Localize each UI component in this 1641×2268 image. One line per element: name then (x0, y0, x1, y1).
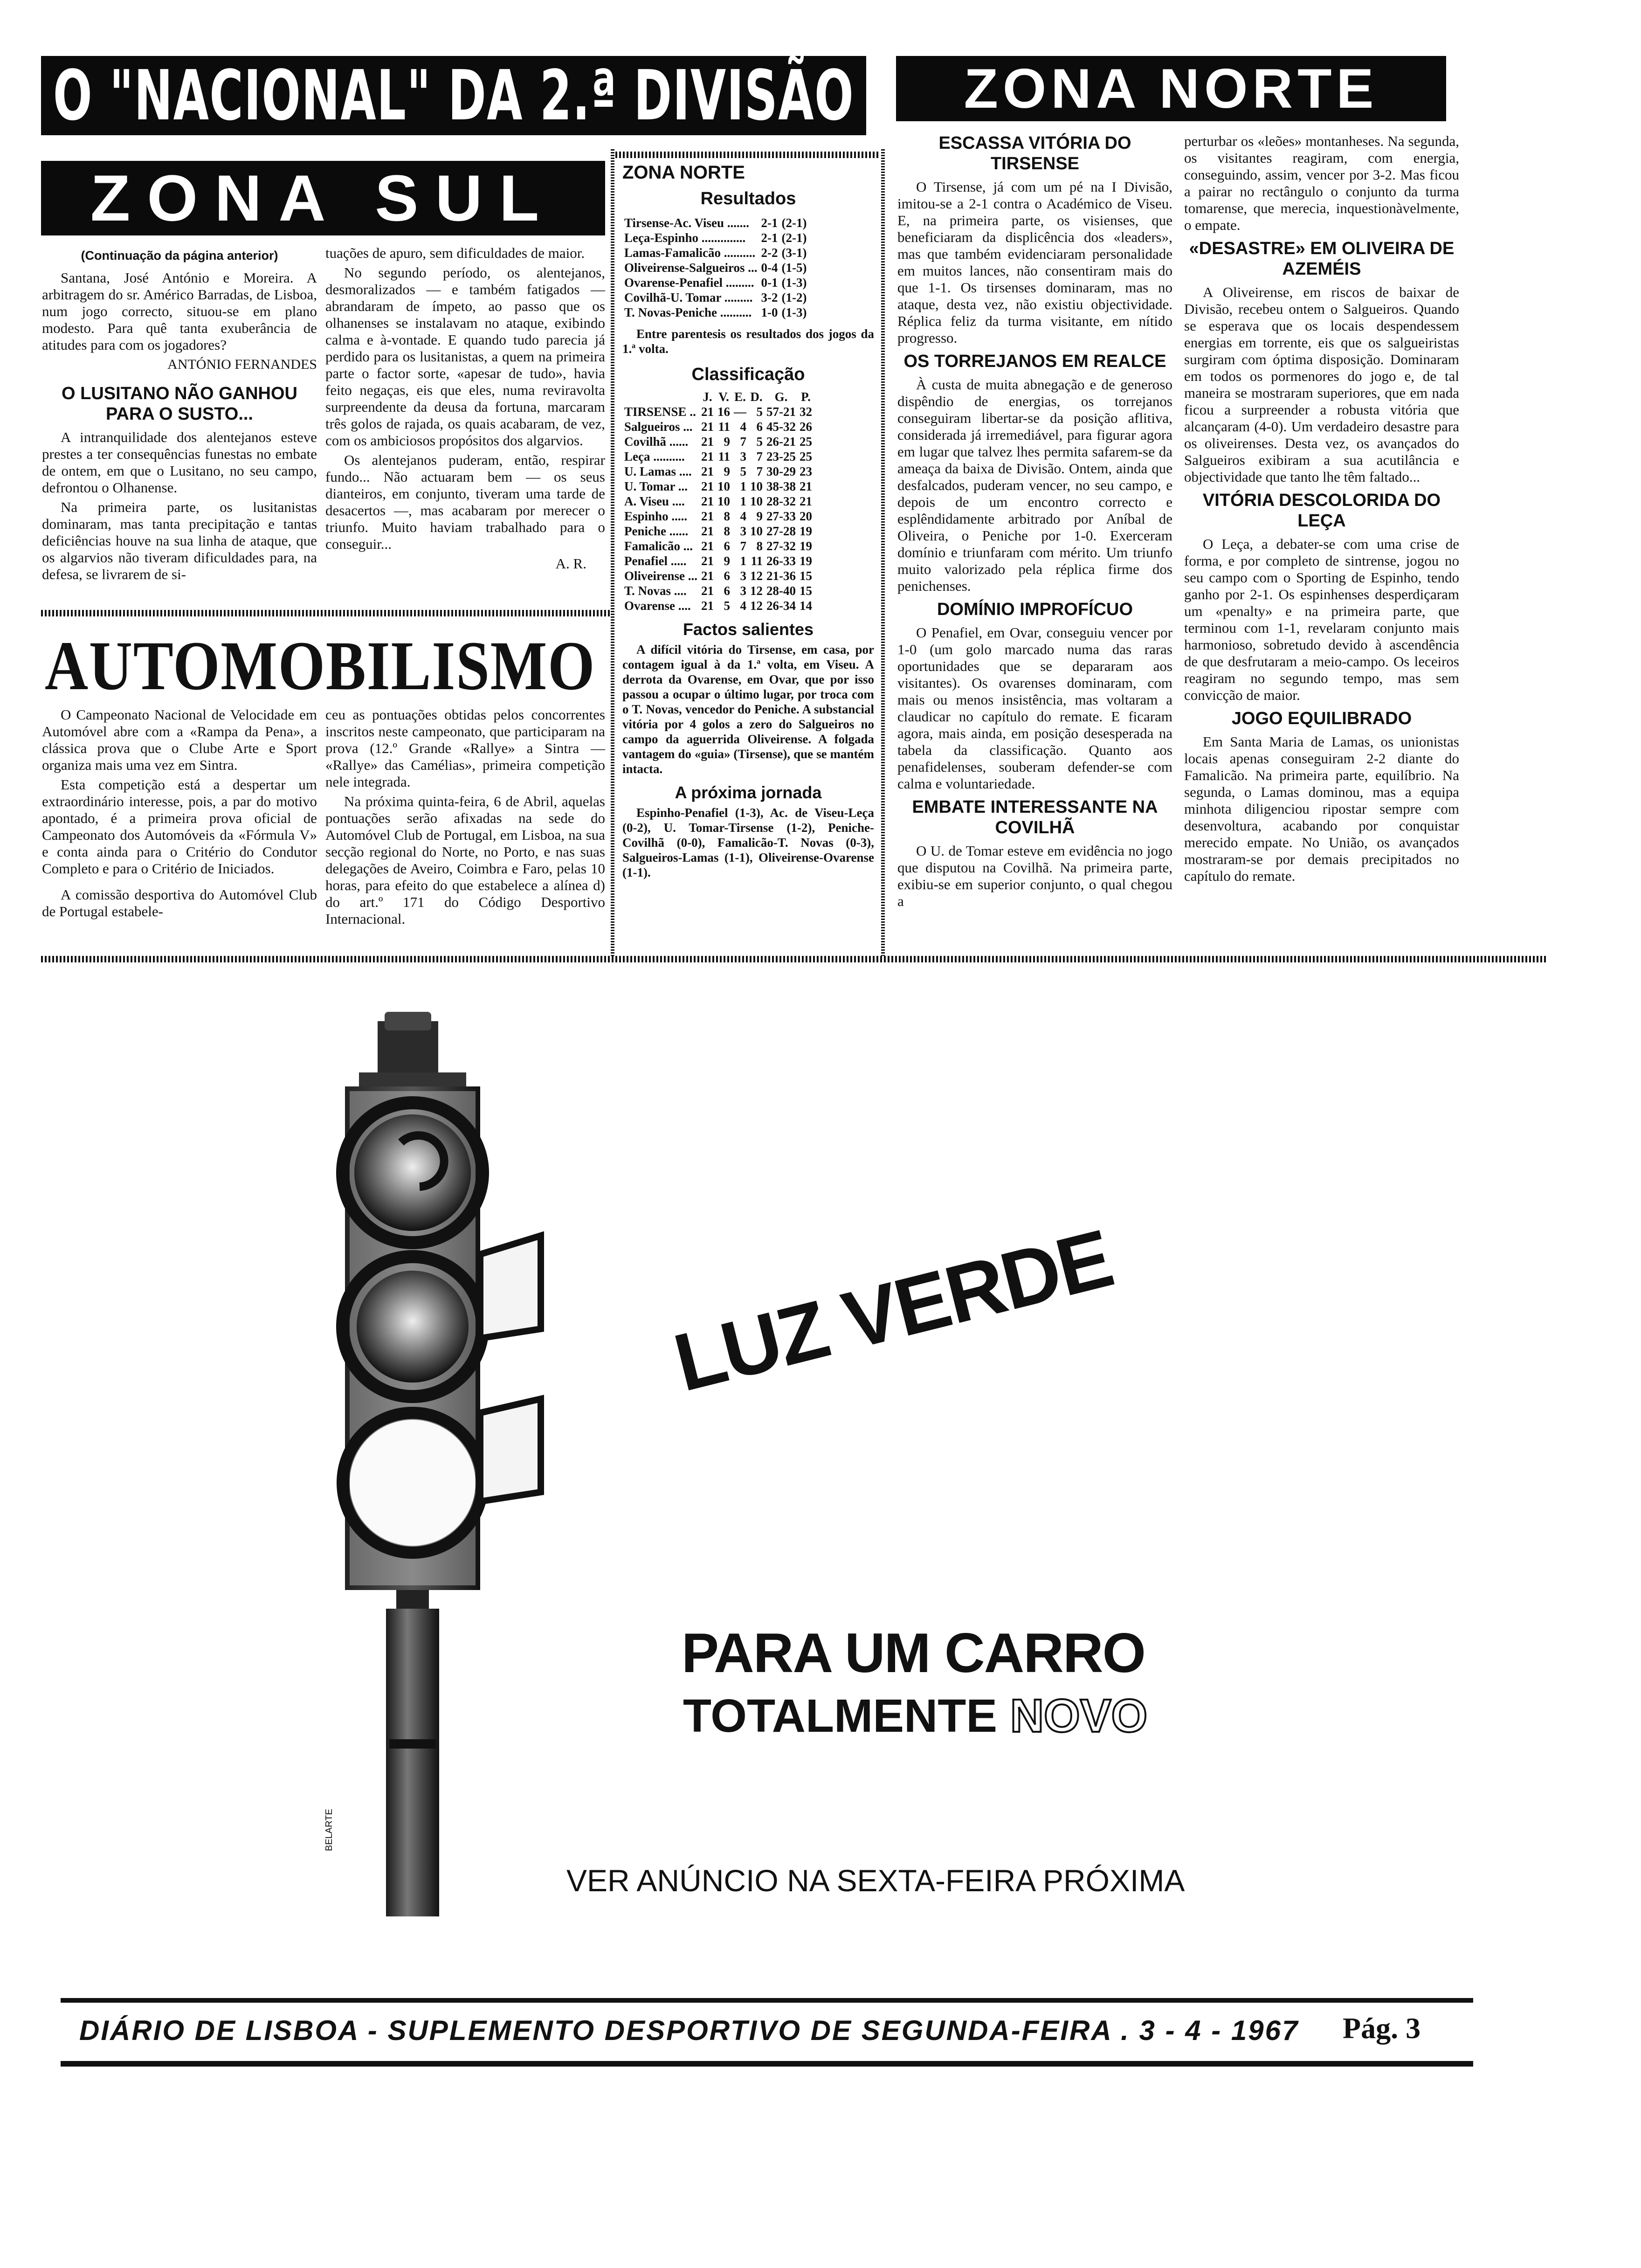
first-leg-cell: (1-5) (781, 261, 807, 275)
paragraph: tuações de apuro, sem dificuldades de maior. (325, 245, 585, 261)
stat-cell: 6 (724, 569, 730, 583)
score-cell: 2-1 (761, 231, 778, 245)
match-cell: Oliveirense-Salgueiros ... (624, 261, 758, 275)
stat-cell: 10 (750, 494, 763, 508)
stat-cell: 6 (724, 539, 730, 553)
first-leg-cell: (2-1) (781, 216, 807, 230)
team-cell: Espinho ..... (624, 509, 688, 523)
stat-cell: 21 (701, 435, 714, 449)
stat-cell: 3 (740, 524, 746, 538)
paragraph: ceu as pontuações obtidas pelos concorrentes inscritos neste campeonato, que participaram na prova (12.º Grande «Rallye» a Sintra — «Rallye» das Camélias», primeira competição nele integrada. (325, 706, 605, 790)
match-cell: Ovarense-Penafiel ......... (624, 276, 754, 290)
column-rule (611, 149, 614, 961)
zona-norte-banner (896, 56, 1446, 121)
team-cell: Covilhã ...... (624, 435, 689, 449)
table-header-row (622, 389, 814, 404)
stat-cell: 21 (701, 449, 714, 463)
box-rule (615, 152, 879, 158)
stat-cell: 7 (756, 464, 763, 478)
table-row (622, 598, 814, 613)
table-row (622, 404, 814, 419)
auto-column-1 (42, 706, 317, 923)
next-round-text: Espinho-Penafiel (1-3), Ac. de Viseu-Leça (0-2), U. Tomar-Tirsense (1-2), Peniche-Covilhã (0-0), Famalicão-T. Novas (0-3), Salgueiros-Lamas (1-1), Oliveirense-Ovarense (1-1). (622, 806, 874, 879)
auto-column-2 (325, 706, 605, 930)
page-number: Pág. 3 (1343, 2012, 1421, 2045)
stat-cell: 5 (756, 405, 763, 419)
table-row (622, 245, 808, 260)
stat-cell: 16 (717, 405, 730, 419)
table-row (622, 509, 814, 524)
match-cell: Leça-Espinho .............. (624, 231, 746, 245)
paragraph: O U. de Tomar esteve em evidência no jogo que disputou na Covilhã. Na primeira parte, exibiu-se em superior conjunto, o qual chegou a (897, 843, 1172, 909)
paragraph: No segundo período, os alentejanos, desmoralizados — e também fatigados — abrandaram de ímpeto, ao passo que os olhanenses se instalavam no ataque, exibindo calma e à-vontade. E quando tudo parecia já perdido para os lusitanistas, a quem na primeira parte o factor sorte, «apesar de tudo», havia feito negaças, eis que eles, numa reviravolta surpreendente da deusa da fortuna, marcaram três golos de rajada, os quais acabaram, de vez, com os ambiciosos propósitos dos algarvios. (325, 264, 605, 449)
stat-cell: 4 (740, 599, 746, 613)
stat-cell: 19 (799, 539, 812, 553)
team-cell: Oliveirense ... (624, 569, 697, 583)
match-cell: Tirsense-Ac. Viseu ....... (624, 216, 749, 230)
stat-cell: 15 (799, 584, 812, 598)
paragraph: Os alentejanos puderam, então, respirar fundo... Não actuaram bem — os seus dianteiros, em conjunto, tiveram uma tarde de desacertos —, mas acabaram por merecer o triunfo. Muito haviam trabalhado para o conseguir... (325, 452, 605, 552)
first-leg-cell: (1-3) (781, 276, 807, 290)
ad-line-2 (683, 1690, 1147, 1742)
team-cell: Salgueiros ... (624, 420, 693, 434)
classification-title: Classificação (691, 365, 805, 384)
column-header: J. (703, 390, 712, 404)
column-header: E. (734, 390, 746, 404)
stat-cell: 21 (701, 524, 714, 538)
sul-column-2 (325, 245, 605, 572)
section-rule (41, 610, 610, 616)
match-cell: T. Novas-Peniche .......... (624, 305, 752, 319)
stat-cell: — (733, 405, 746, 419)
table-row (622, 449, 814, 464)
stat-cell: 38-38 (766, 479, 796, 493)
ad-line-1: PARA UM CARRO (682, 1622, 1145, 1684)
stat-cell: 23 (799, 464, 812, 478)
stat-cell: 28-32 (766, 494, 796, 508)
stat-cell: 45-32 (766, 420, 796, 434)
stat-cell: 30-29 (766, 464, 796, 478)
table-row (622, 215, 808, 230)
paragraph: O Campeonato Nacional de Velocidade em Automóvel abre com a «Rampa da Pena», a clássica prova que o Clube Arte e Sport organiza mais uma vez em Sintra. (42, 706, 317, 773)
stat-cell: 27-33 (766, 509, 796, 523)
stat-cell: 21 (799, 479, 812, 493)
stat-cell: 21 (701, 405, 714, 419)
stat-cell: 6 (756, 420, 763, 434)
stat-cell: 5 (724, 599, 730, 613)
box-title: ZONA NORTE (622, 162, 745, 183)
stat-cell: 9 (724, 554, 730, 568)
stat-cell: 8 (756, 539, 763, 553)
footer-rule-top (61, 1998, 1473, 2003)
stat-cell: 15 (799, 569, 812, 583)
norte-column-4 (897, 133, 1172, 913)
score-cell: 0-1 (761, 276, 778, 290)
facts-text: A difícil vitória do Tirsense, em casa, por contagem igual à da 1.ª volta, em Viseu. A derrota da Ovarense, em Ovar, que por isso passou a ocupar o último lugar, por troca com o T. Novas, vencedor do Peniche. A substancial vitória por 4 golos a zero do Salgueiros no campo da aguerrida Oliveirense. A folgada vantagem do «guia» (Tirsense), que se mantém intacta. (622, 643, 874, 776)
ad-line-3: VER ANÚNCIO NA SEXTA-FEIRA PRÓXIMA (566, 1863, 1185, 1898)
facts-title: Factos salientes (683, 620, 814, 639)
stat-cell: 21 (701, 494, 714, 508)
table-row (622, 583, 814, 598)
paragraph: Esta competição está a despertar um extraordinário interesse, pois, a par do motivo apontado, é a primeira prova oficial de Campeonato dos Automóveis da «Fórmula V» e conta ainda para o Critério do Condutor Completo e para o Critério de Iniciados. (42, 776, 317, 877)
stat-cell: 25 (799, 449, 812, 463)
score-cell: 2-1 (761, 216, 778, 230)
team-cell: Peniche ...... (624, 524, 689, 538)
stat-cell: 19 (799, 554, 812, 568)
stat-cell: 21 (799, 494, 812, 508)
main-title: O "NACIONAL" DA 2.ª DIVISÃO (53, 55, 855, 136)
paragraph: A Oliveirense, em riscos de baixar de Divisão, recebeu ontem o Salgueiros. Quando se esperava que os locais despendessem energias em torrente, eis que os salgueiristas surgiram com óptima disposição. Dominaram em todos os pormenores do jogo e, de tal maneira se mostraram superiores, que em nada ficou a surpreender a robusta vitória que alcançaram (4-0). Um verdadeiro desastre para os oliveirenses. Desta vez, os avançados do Salgueiros exibiram a sua acutilância e objectividade que tanto lhe têm faltado... (1184, 284, 1459, 485)
stat-cell: 3 (740, 449, 746, 463)
section-heading: VITÓRIA DESCOLORIDA DO LEÇA (1202, 491, 1441, 531)
team-cell: A. Viseu .... (624, 494, 685, 508)
score-cell: 3-2 (761, 290, 778, 304)
score-cell: 1-0 (761, 305, 778, 319)
stat-cell: 12 (750, 599, 763, 613)
match-cell: Covilhã-U. Tomar ......... (624, 290, 753, 304)
stat-cell: 27-28 (766, 524, 796, 538)
column-header: D. (750, 390, 763, 404)
team-cell: U. Lamas .... (624, 464, 692, 478)
team-cell: T. Novas .... (624, 584, 687, 598)
stat-cell: 57-21 (766, 405, 796, 419)
results-title: Resultados (700, 189, 796, 208)
stat-cell: 26-34 (766, 599, 796, 613)
table-row (622, 260, 808, 275)
team-cell: Ovarense .... (624, 599, 691, 613)
paragraph: Na primeira parte, os lusitanistas dominaram, mas tanta precipitação e tantas deficiências houve na sua linha de ataque, que os algarvios não tiveram dificuldades para, na defesa, se livrarem de si- (42, 499, 317, 582)
stat-cell: 21 (701, 464, 714, 478)
stat-cell: 1 (740, 479, 746, 493)
team-cell: Leça .......... (624, 449, 685, 463)
paragraph: A intranquilidade dos alentejanos esteve prestes a ter consequências funestas no embate de ontem, em que o Lusitano, no seu campo, defrontou o Olhanense. (42, 429, 317, 496)
stat-cell: 5 (756, 435, 763, 449)
section-heading: EMBATE INTERESSANTE NA COVILHÃ (912, 797, 1158, 837)
section-heading: OS TORREJANOS EM REALCE (903, 352, 1166, 371)
column-header: P. (801, 390, 811, 404)
stat-cell: 21 (701, 509, 714, 523)
stat-cell: 26 (799, 420, 812, 434)
table-row (622, 290, 808, 305)
main-title-banner (41, 56, 866, 135)
stat-cell: 21 (701, 420, 714, 434)
stat-cell: 1 (740, 494, 746, 508)
stat-cell: 6 (724, 584, 730, 598)
ad-headline: LUZ VERDE (666, 1213, 1120, 1409)
next-round-title: A próxima jornada (675, 783, 822, 802)
table-row (622, 539, 814, 553)
ad-line-2-totalmente: TOTALMENTE (683, 1690, 998, 1742)
stat-cell: 23-25 (766, 449, 796, 463)
footer-text: DIÁRIO DE LISBOA - SUPLEMENTO DESPORTIVO DE SEGUNDA-FEIRA . 3 - 4 - 1967 (79, 2015, 1299, 2046)
table-row (622, 305, 808, 320)
stat-cell: 14 (799, 599, 812, 613)
paragraph: Santana, José António e Moreira. A arbitragem do sr. Américo Barradas, de Lisboa, num jogo correcto, situou-se em plano modesto. Para quê tanta exuberância de atitudes para com os jogadores? (42, 270, 317, 353)
stat-cell: 11 (718, 449, 730, 463)
section-heading: «DESASTRE» EM OLIVEIRA DE AZEMÉIS (1189, 239, 1455, 279)
ad-line-2-novo: NOVO (1010, 1690, 1148, 1742)
stat-cell: 20 (799, 509, 812, 523)
stat-cell: 28-40 (766, 584, 796, 598)
column-rule (881, 149, 885, 961)
stat-cell: 7 (740, 435, 746, 449)
stat-cell: 12 (750, 569, 763, 583)
stat-cell: 26-33 (766, 554, 796, 568)
stat-cell: 5 (740, 464, 746, 478)
stat-cell: 32 (799, 405, 812, 419)
stat-cell: 25 (799, 435, 812, 449)
column-header: V. (718, 390, 729, 404)
results-note: Entre parentesis os resultados dos jogos da 1.ª volta. (622, 327, 874, 356)
author: ANTÓNIO FERNANDES (167, 357, 317, 372)
first-leg-cell: (3-1) (781, 246, 807, 260)
zona-sul-banner (41, 161, 605, 235)
score-cell: 2-2 (761, 246, 778, 260)
table-row (622, 479, 814, 494)
table-row (622, 434, 814, 449)
stat-cell: 11 (718, 420, 730, 434)
zona-norte-title: ZONA NORTE (964, 57, 1379, 120)
ad-signature: BELARTE (324, 1809, 334, 1851)
team-cell: Famalicão ... (624, 539, 693, 553)
stat-cell: 7 (740, 539, 746, 553)
stat-cell: 21 (701, 569, 714, 583)
paragraph: Em Santa Maria de Lamas, os unionistas locais apenas conseguiram 2-2 diante do Famalicão. Na primeira parte, equilíbrio. Na segunda, o Lamas dominou, mas a equipa minhota diligenciou ripostar sempre com desenvoltura, acabando por conquistar merecido empate. No União, os avançados mostraram-se por demais precipitados no capítulo do remate. (1184, 733, 1459, 884)
team-cell: TIRSENSE .. (624, 405, 696, 419)
table-row (622, 464, 814, 479)
section-heading: ESCASSA VITÓRIA DO TIRSENSE (938, 133, 1131, 173)
results-table (622, 215, 808, 320)
stat-cell: 3 (740, 569, 746, 583)
section-heading: JOGO EQUILIBRADO (1231, 709, 1412, 728)
stat-cell: 12 (750, 584, 763, 598)
table-row (622, 230, 808, 245)
stat-cell: 10 (750, 479, 763, 493)
table-row (622, 275, 808, 290)
norte-column-5 (1184, 133, 1459, 887)
first-leg-cell: (2-1) (781, 231, 807, 245)
section-heading: O LUSITANO NÃO GANHOU PARA O SUSTO... (62, 384, 297, 424)
paragraph: À custa de muita abnegação e de generoso dispêndio de energias, os torrejanos conseguiram libertar-se da posição aflitiva, considerada já irremediável, para figurar agora em lugar que talvez lhes permita safarem-se da ameaça da baixa de Divisão. Ontem, ainda que desfalcados, puderam vencer, no seu campo, e depois de um encontro correcto e esplêndidamente arbitrado por Aníbal de Oliveira, o Peniche por 1-0. Exerceram domínio e triunfaram com mérito. Um triunfo muito valorizado pela réplica firme dos penichenses. (897, 376, 1172, 594)
sul-column-1 (42, 247, 317, 586)
paragraph: perturbar os «leões» montanheses. Na segunda, os visitantes reagiram, com energia, conseguindo, assim, vencer por 3-2. Mas ficou a pairar no rectângulo o conjunto da turma tomarense, que merecia, inquestionàvelmente, o empate. (1184, 133, 1459, 233)
stat-cell: 10 (717, 479, 730, 493)
stat-cell: 3 (740, 584, 746, 598)
stat-cell: 21 (701, 599, 714, 613)
footer-rule-bottom (61, 2061, 1473, 2067)
stat-cell: 21 (701, 554, 714, 568)
classification-table (622, 389, 814, 613)
traffic-light-illustration (280, 1012, 653, 1926)
stat-cell: 27-32 (766, 539, 796, 553)
stat-cell: 9 (724, 435, 730, 449)
match-cell: Lamas-Famalicão .......... (624, 246, 756, 260)
team-cell: U. Tomar ... (624, 479, 688, 493)
paragraph: Na próxima quinta-feira, 6 de Abril, aquelas pontuações serão afixadas na sede do Automóvel Club de Portugal, em Lisboa, na sua secção regional do Norte, no Porto, e nas suas delegações de Aveiro, Coimbra e Faro, pelas 10 horas, para efeito do que estabelece a alínea d) do art.º 171 do Código Desportivo Internacional. (325, 793, 605, 927)
stat-cell: 9 (756, 509, 763, 523)
stat-cell: 11 (751, 554, 763, 568)
first-leg-cell: (1-3) (781, 305, 807, 319)
stat-cell: 8 (724, 509, 730, 523)
stat-cell: 26-21 (766, 435, 796, 449)
stat-cell: 21 (701, 479, 714, 493)
table-row (622, 568, 814, 583)
auto-title: AUTOMOBILISMO (45, 627, 596, 705)
author: A. R. (555, 555, 586, 572)
section-heading: DOMÍNIO IMPROFÍCUO (937, 600, 1133, 619)
team-cell: Penafiel ..... (624, 554, 687, 568)
traffic-light-icon (280, 1012, 653, 1926)
stat-cell: 21 (701, 539, 714, 553)
stat-cell: 19 (799, 524, 812, 538)
section-rule (41, 956, 1547, 962)
stat-cell: 10 (750, 524, 763, 538)
stat-cell: 4 (740, 509, 746, 523)
paragraph: A comissão desportiva do Automóvel Club de Portugal estabele- (42, 886, 317, 920)
stat-cell: 21 (701, 584, 714, 598)
first-leg-cell: (1-2) (781, 290, 807, 304)
stat-cell: 10 (717, 494, 730, 508)
column-header: G. (774, 390, 788, 404)
column-header (622, 389, 699, 404)
stat-cell: 9 (724, 464, 730, 478)
paragraph: O Penafiel, em Ovar, conseguiu vencer por 1-0 (um golo marcado numa das raras oportunidades que se depararam aos visitantes). Os ovarenses dominaram, com mais ou menos insistência, mas voltaram a claudicar no capítulo do remate. E ficaram agora, mais ainda, em posição desesperada na tabela da classificação. Quanto aos penafidelenses, souberam defender-se com calma e voluntariedade. (897, 624, 1172, 792)
stat-cell: 21-36 (766, 569, 796, 583)
zona-sul-title: ZONA SUL (90, 161, 556, 235)
continuation-note: (Continuação da página anterior) (81, 249, 278, 263)
paragraph: O Tirsense, já com um pé na I Divisão, imitou-se a 2-1 contra o Académico de Viseu. E, na primeira parte, os visienses, que beneficiaram da displicência dos «leaders», mas que também evidenciaram personalidade em muitos lances, não consentiram mais do que 1-1. Os tirsenses dominaram, mas no ataque, desta vez, não existiu objectividade. Réplica feliz da turma visitante, em nítido progresso. (897, 179, 1172, 346)
table-row (622, 419, 814, 434)
table-row (622, 524, 814, 539)
score-cell: 0-4 (761, 261, 778, 275)
stat-cell: 4 (740, 420, 746, 434)
paragraph: O Leça, a debater-se com uma crise de forma, e por completo de sintrense, jogou no seu campo com o Sporting de Espinho, tendo ganho por 2-1. Os espinhenses desperdiçaram um «penalty» e na primeira parte, que terminou com 1-1, revelaram conjunto mais harmonioso, sobretudo devido à ascendência de que desfrutaram a meio-campo. Os leceiros reagiram no segundo tempo, mas sem convicção de maior. (1184, 536, 1459, 703)
table-row (622, 494, 814, 509)
stat-cell: 1 (740, 554, 746, 568)
table-row (622, 553, 814, 568)
stat-cell: 7 (756, 449, 763, 463)
stat-cell: 8 (724, 524, 730, 538)
zona-norte-box (618, 161, 879, 954)
